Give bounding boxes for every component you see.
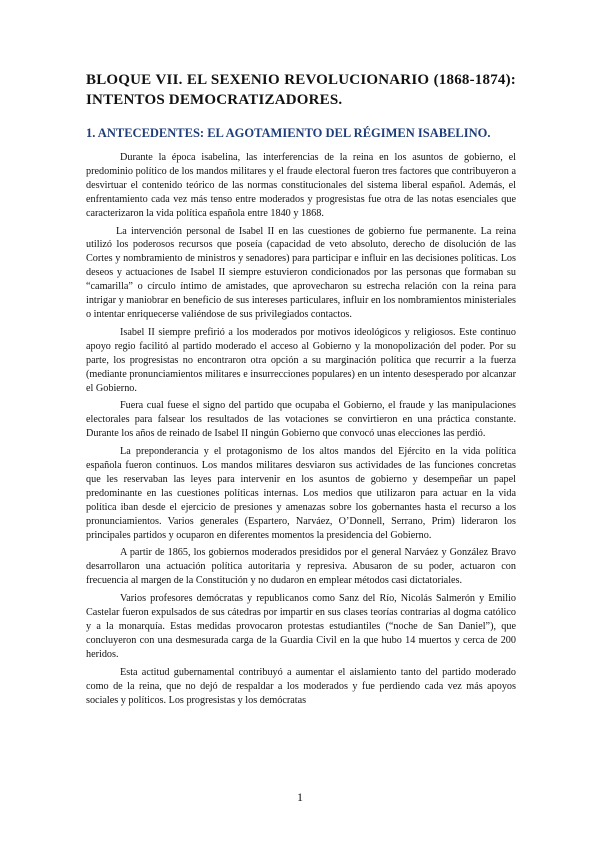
paragraph-7: Varios profesores demócratas y republicanos como Sanz del Río, Nicolás Salmerón y Emilio Castelar fueron expulsados de sus cátedras por impartir en sus clases teorías contrarias al dogma católico y a la monarquía. Estas medidas provocaron protestas estudiantiles (“noche de San Daniel”), que concluyeron con una desmesurada carga de la Guardia Civil en la que hubo 14 muertos y cerca de 200 heridos. — [86, 593, 516, 660]
paragraph-5: La preponderancia y el protagonismo de los altos mandos del Ejército en la vida política española fueron continuos. Los mandos militares desviaron sus actividades de las funciones concretas que les reservaban las leyes para intervenir en los asuntos de gobierno y desempeñar un papel predominante en las cuestiones políticas internas. Los medios que utilizaron para actuar en la vida política iban desde el ejercicio de presiones y amenazas sobre los gobernantes hasta el recurso a los pronunciamientos. Varios generales (Espartero, Narváez, O’Donnell, Serrano, Prim) lideraron los principales partidos y ocuparon en diferentes momentos la presidencia del Gobierno. — [86, 446, 516, 541]
document-title: BLOQUE VII. EL SEXENIO REVOLUCIONARIO (1868-1874): INTENTOS DEMOCRATIZADORES. — [86, 72, 516, 108]
paragraph-6: A partir de 1865, los gobiernos moderados presididos por el general Narváez y González Bravo desarrollaron una actuación política autoritaria y represiva. Abusaron de su poder, actuaron con frecuencia al margen de la Constitución y no dudaron en emplear métodos casi dictatoriales. — [86, 547, 516, 587]
section-heading: 1. ANTECEDENTES: EL AGOTAMIENTO DEL RÉGIMEN ISABELINO. — [86, 126, 491, 140]
page-number: 1 — [297, 790, 303, 804]
paragraph-3: Isabel II siempre prefirió a los moderados por motivos ideológicos y religiosos. Este continuo apoyo regio facilitó al partido moderado el acceso al Gobierno y la monopolización del poder. Por su parte, los progresistas no encontraron otra opción a su marginación política que recurrir a la fuerza (mediante pronunciamientos militares e insurrecciones populares) en un intento desesperado por alcanzar el Gobierno. — [86, 326, 516, 394]
paragraph-8: Esta actitud gubernamental contribuyó a aumentar el aislamiento tanto del partido moderado como de la reina, que no dejó de respaldar a los moderados y fue perdiendo cada vez más apoyos sociales y políticos. Los progresistas y los demócratas — [86, 666, 516, 706]
paragraph-4: Fuera cual fuese el signo del partido que ocupaba el Gobierno, el fraude y las manipulaciones electorales para falsear los resultados de las votaciones se convirtieron en una práctica constante. Durante los años de reinado de Isabel II ningún Gobierno que convocó unas elecciones las perdió. — [86, 400, 516, 440]
document-page — [86, 70, 516, 711]
paragraph-2: La intervención personal de Isabel II en las cuestiones de gobierno fue permanente. La reina utilizó los poderosos recursos que poseía (capacidad de veto absoluto, derecho de disolución de las Cortes y nombramiento de ministros y senadores) para participar e influir en las decisiones políticas. Los deseos y actuaciones de Isabel II siempre estuvieron condicionados por las personas que formaban su “camarilla” o círculo íntimo de amistades, que aprovecharon su estrecha relación con la reina para intrigar y maniobrar en beneficio de sus intereses particulares, influir en los nombramientos ministeriales o intentar enriquecerse valiéndose de sus privilegiados contactos. — [86, 225, 516, 320]
paragraph-1: Durante la época isabelina, las interferencias de la reina en los asuntos de gobierno, el predominio político de los mandos militares y el fraude electoral fueron tres factores que contribuyeron a desvirtuar el contenido teórico de las normas constitucionales del sistema liberal español. Además, el enfrentamiento cada vez más tenso entre moderados y progresistas fue otra de las notas esenciales que caracterizaron la vida política española entre 1840 y 1868. — [86, 152, 516, 219]
